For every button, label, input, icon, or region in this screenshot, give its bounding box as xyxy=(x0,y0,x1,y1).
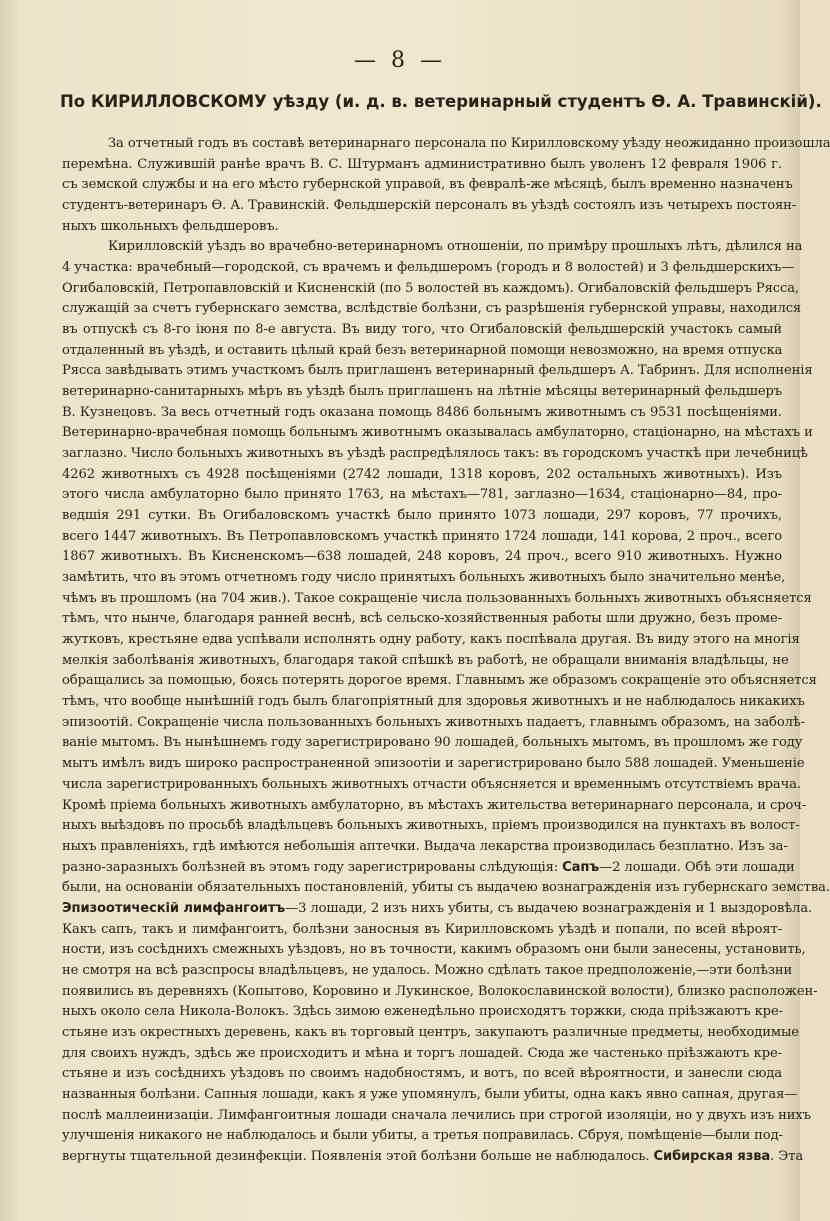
text-line xyxy=(62,775,801,796)
text-line xyxy=(62,609,782,630)
text-line xyxy=(62,671,817,692)
line-text: были, на основаніи обязательныхъ постановленій, убиты съ выдачею вознагражденія изъ губернскаго земства. xyxy=(62,880,830,896)
text-line xyxy=(62,527,782,548)
line-text: мелкія заболѣванія животныхъ, благодаря такой спѣшкѣ въ работѣ, не обращали вниманія владѣльцы, не xyxy=(62,652,789,668)
text-line xyxy=(62,858,795,879)
line-text: замѣтить, что въ этомъ отчетномъ году число принятыхъ больныхъ животныхъ было значительно менѣе, xyxy=(62,570,786,586)
text-line xyxy=(62,589,812,610)
text-line xyxy=(62,403,782,424)
line-text: заглазно. Число больныхъ животныхъ въ уѣздѣ распредѣлялось такъ: въ городскомъ участкѣ при лечебницѣ xyxy=(62,446,808,462)
text-line xyxy=(62,961,793,982)
line-text: не смотря на всѣ разспросы владѣльцевъ, не удалось. Можно сдѣлать такое предположеніе,—эти болѣзни xyxy=(62,962,793,978)
line-text: . Эта xyxy=(770,1148,804,1164)
line-text: Кромѣ пріема больныхъ животныхъ амбулаторно, въ мѣстахъ жительства ветеринарнаго персонала, и сроч- xyxy=(62,797,807,813)
line-text: ныхъ школьныхъ фельдшеровъ. xyxy=(62,218,279,234)
line-text: Ветеринарно-врачебная помощь больнымъ животнымъ оказывалась амбулаторно, стаціонарно, на мѣстахъ и xyxy=(62,425,813,441)
line-text: чѣмъ въ прошломъ (на 704 жив.). Такое сокращеніе числа пользованныхъ больныхъ животныхъ объясняется xyxy=(62,590,812,606)
text-line xyxy=(62,361,813,382)
line-text: 4262 животныхъ съ 4928 посѣщеніями (2742 лошади, 1318 коровъ, 202 остальныхъ животныхъ). Изъ xyxy=(62,466,782,482)
text-line xyxy=(62,754,805,775)
line-text: 1867 животныхъ. Въ Кисненскомъ—638 лошадей, 248 коровъ, 24 проч., всего 910 животныхъ. Нужно xyxy=(62,549,782,565)
line-text: Кирилловскій уѣздъ во врачебно-ветеринарномъ отношеніи, по примѣру прошлыхъ лѣтъ, дѣлился на xyxy=(108,239,803,255)
text-line xyxy=(62,630,800,651)
line-text: В. Кузнецовъ. За весь отчетный годъ оказана помощь 8486 больнымъ животнымъ съ 9531 посѣщеніями. xyxy=(62,404,782,420)
line-text: разно-заразныхъ болѣзней въ этомъ году зарегистрированы слѣдующія: xyxy=(62,859,563,875)
line-text: въ отпускѣ съ 8-го іюня по 8-е августа. Въ виду того, что Огибаловскій фельдшерскій участокъ самый xyxy=(62,322,782,338)
line-text: перемѣна. Служившій ранѣе врачъ В. С. Штурманъ административно былъ уволенъ 12 февраля 1906 г. xyxy=(62,156,782,172)
body-text xyxy=(62,134,830,1168)
line-text: ныхъ около села Никола-Волокъ. Здѣсь зимою еженедѣльно происходятъ торжки, сюда пріѣзжаютъ кре- xyxy=(62,1004,783,1020)
text-line xyxy=(62,837,788,858)
text-line xyxy=(62,485,782,506)
text-line xyxy=(62,692,805,713)
line-text: съ земской службы и на его мѣсто губернской управой, въ февралѣ-же мѣсяцѣ, былъ временно назначенъ xyxy=(62,177,793,193)
line-text: улучшенія никакого не наблюдалось и были убиты, а третья поправилась. Сбруя, помѣщеніе—были под- xyxy=(62,1128,783,1144)
text-line xyxy=(62,982,818,1003)
line-text: ности, изъ сосѣднихъ смежныхъ уѣздовъ, но въ точности, какимъ образомъ они были занесены, установить, xyxy=(62,942,806,958)
section-heading: По КИРИЛЛОВСКОМУ уѣзду (и. д. в. ветеринарный студентъ Ѳ. А. Травинскій). xyxy=(60,92,822,111)
page-number: — 8 — xyxy=(354,48,446,73)
line-text: обращались за помощью, боясь потерять дорогое время. Главнымъ же образомъ сокращеніе это объясняется xyxy=(62,673,817,689)
disease-term: Эпизоотическій лимфангоитъ xyxy=(62,900,286,916)
line-text: Рясса завѣдывать этимъ участкомъ былъ приглашенъ ветеринарный фельдшеръ А. Табринъ. Для исполненія xyxy=(62,363,813,379)
line-text: —3 лошади, 2 изъ нихъ убиты, съ выдачею вознагражденія и 1 выздоровѣла. xyxy=(285,900,813,916)
text-line xyxy=(62,920,782,941)
line-text: 4 участка: врачебный—городской, съ врачемъ и фельдшеромъ (городъ и 8 волостей) и 3 фельдшерскихъ— xyxy=(62,260,795,276)
line-text: мытъ имѣлъ видъ широко распространенной эпизоотіи и зарегистрировано было 588 лошадей. Уменьшеніе xyxy=(62,756,805,772)
line-text: появились въ деревняхъ (Копытово, Коровино и Лукинское, Волокославинской волости), близко расположен- xyxy=(62,983,818,999)
line-text: служащій за счетъ губернскаго земства, вслѣдствіе болѣзни, съ разрѣшенія губернской управы, находился xyxy=(62,301,802,317)
line-text: эпизоотій. Сокращеніе числа пользованныхъ больныхъ животныхъ падаетъ, главнымъ образомъ, на заболѣ- xyxy=(62,714,805,730)
text-line xyxy=(62,217,782,238)
text-line xyxy=(62,155,782,176)
text-line xyxy=(62,651,789,672)
text-line xyxy=(62,320,782,341)
line-text: ныхъ выѣздовъ по просьбѣ владѣльцевъ больныхъ животныхъ, пріемъ производился на пунктахъ въ волост- xyxy=(62,818,800,834)
line-text: стьяне и изъ сосѣднихъ уѣздовъ по своимъ надобностямъ, и вотъ, по всей вѣроятности, и занесли сюда xyxy=(62,1066,782,1082)
line-text: тѣмъ, что вообще нынѣшній годъ былъ благопріятный для здоровья животныхъ и не наблюдалось никакихъ xyxy=(62,694,805,710)
line-text: ныхъ правленіяхъ, гдѣ имѣются небольшія аптечки. Выдача лекарства производилась безплатно. Изъ за- xyxy=(62,838,788,854)
text-line xyxy=(62,237,803,258)
line-text: жутковъ, крестьяне едва успѣвали исполнять одну работу, какъ поспѣвала другая. Въ виду этого на многія xyxy=(62,632,800,648)
line-text: отдаленный въ уѣздѣ, и оставить цѣлый край безъ ветеринарной помощи невозможно, на время отпуска xyxy=(62,342,783,358)
text-line xyxy=(62,1106,811,1127)
line-text: для своихъ нуждъ, здѣсь же происходитъ и мѣна и торгъ лошадей. Сюда же частенько пріѣзжаютъ кре- xyxy=(62,1045,782,1061)
text-line xyxy=(62,175,793,196)
text-line xyxy=(62,258,795,279)
text-line xyxy=(62,1126,782,1147)
disease-term: Сибирская язва xyxy=(653,1148,771,1164)
text-line xyxy=(62,423,813,444)
text-line xyxy=(62,713,805,734)
line-text: ваніе мытомъ. Въ нынѣшнемъ году зарегистрировано 90 лошадей, больныхъ мытомъ, въ прошломъ же году xyxy=(62,735,803,751)
text-line xyxy=(62,341,782,362)
text-line xyxy=(62,899,813,920)
line-text: Огибаловскій, Петропавловскій и Кисненскій (по 5 волостей въ каждомъ). Огибаловскій фельдшеръ Рясса, xyxy=(62,280,799,296)
text-line xyxy=(62,1085,798,1106)
text-line xyxy=(62,465,782,486)
text-line xyxy=(62,1064,782,1085)
line-text: студентъ-ветеринаръ Ѳ. А. Травинскій. Фельдшерскій персоналъ въ уѣздѣ состоялъ изъ четырехъ постоян- xyxy=(62,198,797,214)
text-line xyxy=(62,940,806,961)
line-text: названныя болѣзни. Сапныя лошади, какъ я уже упомянулъ, были убиты, одна какъ явно сапная, другая— xyxy=(62,1086,798,1102)
text-line xyxy=(62,816,800,837)
line-text: вергнуты тщательной дезинфекціи. Появленія этой болѣзни больше не наблюдалось. xyxy=(62,1148,654,1164)
text-line xyxy=(62,1002,782,1023)
text-line xyxy=(62,506,782,527)
line-text: этого числа амбулаторно было принято 1763, на мѣстахъ—781, заглазно—1634, стаціонарно—84, про- xyxy=(62,487,782,503)
line-text: послѣ маллеинизаціи. Лимфангоитныя лошади сначала лечились при строгой изоляціи, но у двухъ изъ нихъ xyxy=(62,1107,811,1123)
text-line xyxy=(62,547,782,568)
disease-term: Сапъ xyxy=(562,859,600,875)
text-line xyxy=(62,134,830,155)
line-text: Какъ сапъ, такъ и лимфангоитъ, болѣзни заносныя въ Кирилловскомъ уѣздѣ и попали, по всей вѣроят- xyxy=(62,921,782,937)
line-text: всего 1447 животныхъ. Въ Петропавловскомъ участкѣ принято 1724 лошади, 141 корова, 2 проч., всего xyxy=(62,528,782,544)
line-text: стьяне изъ окрестныхъ деревень, какъ въ торговый центръ, закупаютъ различные предметы, необходимые xyxy=(62,1024,799,1040)
line-text: тѣмъ, что нынче, благодаря ранней веснѣ, всѣ сельско-хозяйственныя работы шли дружно, безъ проме- xyxy=(62,611,782,627)
text-line xyxy=(62,733,803,754)
line-text: За отчетный годъ въ составѣ ветеринарнаго персонала по Кирилловскому уѣзду неожиданно произошла xyxy=(108,136,830,151)
text-line xyxy=(62,878,830,899)
text-line xyxy=(62,444,808,465)
line-text: числа зарегистрированныхъ больныхъ животныхъ отчасти объясняется и временнымъ отсутствіемъ врача. xyxy=(62,776,801,792)
line-text: ветеринарно-санитарныхъ мѣръ въ уѣздѣ былъ приглашенъ на лѣтніе мѣсяцы ветеринарный фельдшеръ xyxy=(62,384,782,400)
text-line xyxy=(62,196,797,217)
text-line xyxy=(62,1044,782,1065)
text-line xyxy=(62,382,782,403)
text-line xyxy=(62,299,802,320)
text-line xyxy=(62,1023,799,1044)
line-text: —2 лошади. Обѣ эти лошади xyxy=(599,859,795,875)
text-line xyxy=(62,1147,804,1168)
line-text: ведшія 291 сутки. Въ Огибаловскомъ участкѣ было принято 1073 лошади, 297 коровъ, 77 прочихъ, xyxy=(62,508,782,524)
text-line xyxy=(62,568,786,589)
text-line xyxy=(62,279,799,300)
text-line xyxy=(62,796,807,817)
